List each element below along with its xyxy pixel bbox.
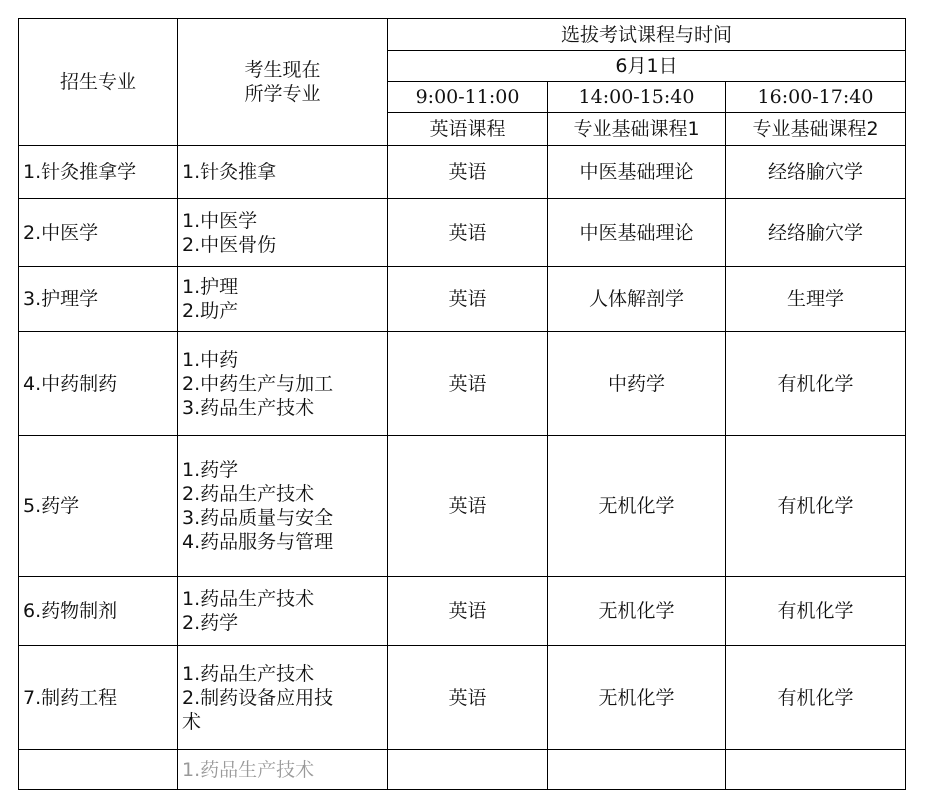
row-course-1: 英语 — [388, 436, 548, 577]
row-major: 7.制药工程 — [19, 646, 178, 750]
header-current-line1: 考生现在 — [244, 59, 321, 81]
row-course-2: 中医基础理论 — [548, 199, 726, 267]
row-current-major — [178, 267, 388, 332]
row-major: 1.针灸推拿学 — [19, 146, 178, 199]
header-time-1: 9:00-11:00 — [388, 82, 548, 113]
row-current-item: 1.药品生产技术 — [182, 588, 315, 610]
row-course-2 — [548, 750, 726, 790]
header-course-2: 专业基础课程1 — [548, 113, 726, 146]
row-current-item: 2.药学 — [182, 612, 239, 634]
header-course-1: 英语课程 — [388, 113, 548, 146]
exam-schedule-table — [18, 18, 906, 790]
table-row — [19, 199, 906, 267]
row-current-item: 4.药品服务与管理 — [182, 531, 334, 553]
row-course-1 — [388, 750, 548, 790]
row-current-item: 2.药品生产技术 — [182, 483, 315, 505]
row-course-2: 无机化学 — [548, 436, 726, 577]
row-course-1: 英语 — [388, 199, 548, 267]
row-course-2: 无机化学 — [548, 577, 726, 646]
row-current-item: 1.药品生产技术 — [182, 758, 315, 781]
row-current-major — [178, 750, 388, 790]
row-current-major — [178, 436, 388, 577]
table-row — [19, 146, 906, 199]
row-current-item: 3.药品生产技术 — [182, 396, 315, 419]
row-course-1: 英语 — [388, 646, 548, 750]
row-current-major — [178, 146, 388, 199]
header-date: 6月1日 — [388, 51, 906, 82]
row-major: 5.药学 — [19, 436, 178, 577]
row-major: 4.中药制药 — [19, 332, 178, 436]
header-time-3: 16:00-17:40 — [726, 82, 906, 113]
table-row — [19, 436, 906, 577]
row-course-3: 有机化学 — [726, 332, 906, 436]
row-current-item: 1.针灸推拿 — [182, 161, 277, 183]
row-course-3 — [726, 750, 906, 790]
header-exam-title: 选拔考试课程与时间 — [388, 19, 906, 51]
header-row-1 — [19, 19, 906, 51]
row-course-2: 无机化学 — [548, 646, 726, 750]
row-course-3: 有机化学 — [726, 436, 906, 577]
row-course-3: 有机化学 — [726, 646, 906, 750]
row-major: 2.中医学 — [19, 199, 178, 267]
row-course-3: 生理学 — [726, 267, 906, 332]
table-row — [19, 646, 906, 750]
row-course-1: 英语 — [388, 267, 548, 332]
header-current-line2: 所学专业 — [244, 83, 321, 105]
row-current-item: 1.药学 — [182, 459, 239, 481]
row-current-item: 1.护理 — [182, 276, 239, 298]
row-current-major — [178, 646, 388, 750]
header-major: 招生专业 — [19, 19, 178, 146]
row-current-item: 1.中医学 — [182, 209, 258, 232]
table-row-partial — [19, 750, 906, 790]
row-current-item: 1.中药 — [182, 348, 239, 371]
header-course-3: 专业基础课程2 — [726, 113, 906, 146]
row-major: 6.药物制剂 — [19, 577, 178, 646]
row-current-item: 2.中医骨伤 — [182, 233, 277, 256]
row-current-major — [178, 577, 388, 646]
row-current-item: 1.药品生产技术 — [182, 662, 315, 685]
row-major: 3.护理学 — [19, 267, 178, 332]
row-current-item: 2.中药生产与加工 — [182, 372, 334, 395]
row-current-item: 3.药品质量与安全 — [182, 507, 334, 529]
row-course-3: 经络腧穴学 — [726, 199, 906, 267]
row-course-1: 英语 — [388, 332, 548, 436]
row-current-item: 2.助产 — [182, 300, 239, 322]
row-current-item: 2.制药设备应用技 — [182, 686, 334, 709]
row-course-3: 经络腧穴学 — [726, 146, 906, 199]
header-current-major — [178, 19, 388, 146]
row-course-3: 有机化学 — [726, 577, 906, 646]
table-row — [19, 332, 906, 436]
row-course-1: 英语 — [388, 577, 548, 646]
table-row — [19, 577, 906, 646]
header-time-2: 14:00-15:40 — [548, 82, 726, 113]
row-course-2: 人体解剖学 — [548, 267, 726, 332]
row-course-2: 中医基础理论 — [548, 146, 726, 199]
row-current-major — [178, 199, 388, 267]
row-current-item: 术 — [182, 710, 202, 733]
table-row — [19, 267, 906, 332]
row-major — [19, 750, 178, 790]
row-current-major — [178, 332, 388, 436]
row-course-1: 英语 — [388, 146, 548, 199]
row-course-2: 中药学 — [548, 332, 726, 436]
